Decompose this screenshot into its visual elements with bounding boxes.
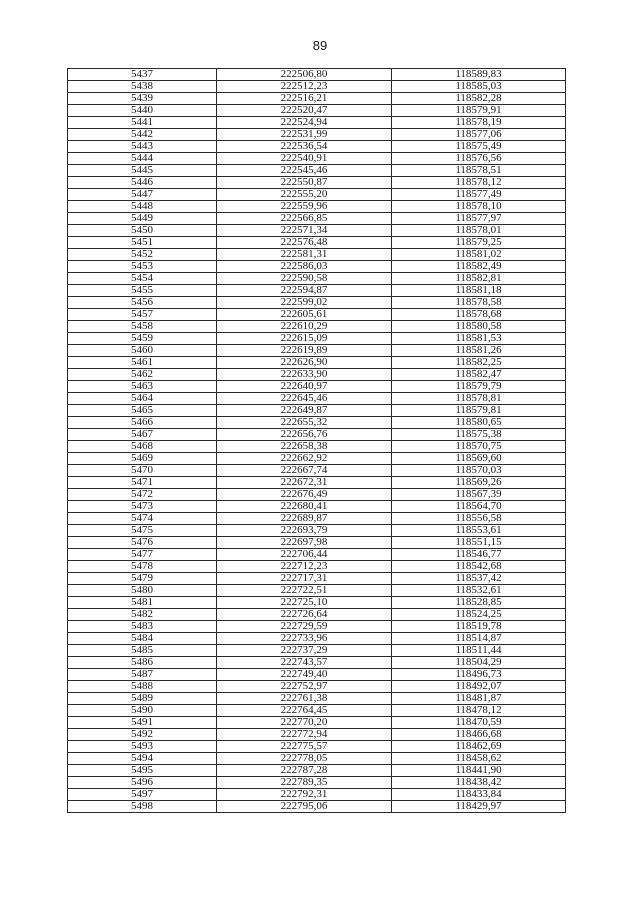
y-coordinate-cell: 118481,87: [392, 693, 566, 705]
table-row: [68, 153, 566, 165]
table-row: [68, 597, 566, 609]
point-number-cell: 5496: [68, 777, 217, 789]
table-row: [68, 129, 566, 141]
table-row: [68, 117, 566, 129]
x-coordinate-cell: 222550,87: [217, 177, 392, 189]
y-coordinate-cell: 118578,81: [392, 393, 566, 405]
y-coordinate-cell: 118581,53: [392, 333, 566, 345]
point-number-cell: 5446: [68, 177, 217, 189]
x-coordinate-cell: 222656,76: [217, 429, 392, 441]
y-coordinate-cell: 118567,39: [392, 489, 566, 501]
point-number-cell: 5474: [68, 513, 217, 525]
x-coordinate-cell: 222615,09: [217, 333, 392, 345]
table-row: [68, 369, 566, 381]
point-number-cell: 5476: [68, 537, 217, 549]
y-coordinate-cell: 118578,68: [392, 309, 566, 321]
point-number-cell: 5437: [68, 69, 217, 81]
x-coordinate-cell: 222658,38: [217, 441, 392, 453]
point-number-cell: 5488: [68, 681, 217, 693]
table-row: [68, 549, 566, 561]
table-row: [68, 309, 566, 321]
y-coordinate-cell: 118576,56: [392, 153, 566, 165]
y-coordinate-cell: 118514,87: [392, 633, 566, 645]
y-coordinate-cell: 118582,81: [392, 273, 566, 285]
point-number-cell: 5495: [68, 765, 217, 777]
point-number-cell: 5489: [68, 693, 217, 705]
x-coordinate-cell: 222764,45: [217, 705, 392, 717]
point-number-cell: 5463: [68, 381, 217, 393]
table-row: [68, 81, 566, 93]
y-coordinate-cell: 118504,29: [392, 657, 566, 669]
y-coordinate-cell: 118578,19: [392, 117, 566, 129]
table-row: [68, 729, 566, 741]
y-coordinate-cell: 118556,58: [392, 513, 566, 525]
point-number-cell: 5455: [68, 285, 217, 297]
x-coordinate-cell: 222689,87: [217, 513, 392, 525]
coordinates-table-body: [68, 69, 566, 813]
y-coordinate-cell: 118589,83: [392, 69, 566, 81]
point-number-cell: 5451: [68, 237, 217, 249]
y-coordinate-cell: 118438,42: [392, 777, 566, 789]
table-row: [68, 165, 566, 177]
point-number-cell: 5464: [68, 393, 217, 405]
table-row: [68, 501, 566, 513]
table-row: [68, 561, 566, 573]
point-number-cell: 5442: [68, 129, 217, 141]
x-coordinate-cell: 222626,90: [217, 357, 392, 369]
point-number-cell: 5443: [68, 141, 217, 153]
x-coordinate-cell: 222672,31: [217, 477, 392, 489]
table-row: [68, 393, 566, 405]
point-number-cell: 5447: [68, 189, 217, 201]
table-row: [68, 717, 566, 729]
y-coordinate-cell: 118462,69: [392, 741, 566, 753]
table-row: [68, 201, 566, 213]
point-number-cell: 5498: [68, 801, 217, 813]
x-coordinate-cell: 222536,54: [217, 141, 392, 153]
y-coordinate-cell: 118553,61: [392, 525, 566, 537]
table-row: [68, 669, 566, 681]
point-number-cell: 5466: [68, 417, 217, 429]
point-number-cell: 5494: [68, 753, 217, 765]
y-coordinate-cell: 118551,15: [392, 537, 566, 549]
table-row: [68, 357, 566, 369]
point-number-cell: 5486: [68, 657, 217, 669]
point-number-cell: 5448: [68, 201, 217, 213]
x-coordinate-cell: 222559,96: [217, 201, 392, 213]
x-coordinate-cell: 222761,38: [217, 693, 392, 705]
y-coordinate-cell: 118542,68: [392, 561, 566, 573]
y-coordinate-cell: 118511,44: [392, 645, 566, 657]
y-coordinate-cell: 118575,38: [392, 429, 566, 441]
y-coordinate-cell: 118470,59: [392, 717, 566, 729]
point-number-cell: 5458: [68, 321, 217, 333]
x-coordinate-cell: 222531,99: [217, 129, 392, 141]
table-row: [68, 429, 566, 441]
point-number-cell: 5479: [68, 573, 217, 585]
y-coordinate-cell: 118579,91: [392, 105, 566, 117]
table-row: [68, 93, 566, 105]
x-coordinate-cell: 222770,20: [217, 717, 392, 729]
table-row: [68, 273, 566, 285]
point-number-cell: 5478: [68, 561, 217, 573]
table-row: [68, 297, 566, 309]
x-coordinate-cell: 222566,85: [217, 213, 392, 225]
x-coordinate-cell: 222726,64: [217, 609, 392, 621]
point-number-cell: 5492: [68, 729, 217, 741]
point-number-cell: 5459: [68, 333, 217, 345]
x-coordinate-cell: 222706,44: [217, 549, 392, 561]
x-coordinate-cell: 222540,91: [217, 153, 392, 165]
x-coordinate-cell: 222610,29: [217, 321, 392, 333]
x-coordinate-cell: 222697,98: [217, 537, 392, 549]
point-number-cell: 5441: [68, 117, 217, 129]
table-row: [68, 237, 566, 249]
y-coordinate-cell: 118577,97: [392, 213, 566, 225]
point-number-cell: 5457: [68, 309, 217, 321]
y-coordinate-cell: 118478,12: [392, 705, 566, 717]
table-row: [68, 417, 566, 429]
x-coordinate-cell: 222737,29: [217, 645, 392, 657]
point-number-cell: 5450: [68, 225, 217, 237]
point-number-cell: 5462: [68, 369, 217, 381]
table-row: [68, 681, 566, 693]
table-row: [68, 777, 566, 789]
point-number-cell: 5453: [68, 261, 217, 273]
y-coordinate-cell: 118519,78: [392, 621, 566, 633]
x-coordinate-cell: 222729,59: [217, 621, 392, 633]
x-coordinate-cell: 222792,31: [217, 789, 392, 801]
x-coordinate-cell: 222743,57: [217, 657, 392, 669]
point-number-cell: 5487: [68, 669, 217, 681]
table-row: [68, 585, 566, 597]
x-coordinate-cell: 222555,20: [217, 189, 392, 201]
table-row: [68, 801, 566, 813]
point-number-cell: 5473: [68, 501, 217, 513]
table-row: [68, 105, 566, 117]
table-row: [68, 573, 566, 585]
x-coordinate-cell: 222752,97: [217, 681, 392, 693]
table-row: [68, 489, 566, 501]
point-number-cell: 5477: [68, 549, 217, 561]
x-coordinate-cell: 222680,41: [217, 501, 392, 513]
point-number-cell: 5497: [68, 789, 217, 801]
y-coordinate-cell: 118433,84: [392, 789, 566, 801]
point-number-cell: 5460: [68, 345, 217, 357]
x-coordinate-cell: 222633,90: [217, 369, 392, 381]
y-coordinate-cell: 118441,90: [392, 765, 566, 777]
y-coordinate-cell: 118575,49: [392, 141, 566, 153]
x-coordinate-cell: 222662,92: [217, 453, 392, 465]
point-number-cell: 5471: [68, 477, 217, 489]
x-coordinate-cell: 222717,31: [217, 573, 392, 585]
y-coordinate-cell: 118564,70: [392, 501, 566, 513]
point-number-cell: 5493: [68, 741, 217, 753]
table-row: [68, 381, 566, 393]
y-coordinate-cell: 118577,49: [392, 189, 566, 201]
y-coordinate-cell: 118546,77: [392, 549, 566, 561]
table-row: [68, 741, 566, 753]
table-row: [68, 261, 566, 273]
x-coordinate-cell: 222619,89: [217, 345, 392, 357]
coordinates-table: [67, 68, 566, 813]
x-coordinate-cell: 222599,02: [217, 297, 392, 309]
x-coordinate-cell: 222749,40: [217, 669, 392, 681]
x-coordinate-cell: 222640,97: [217, 381, 392, 393]
point-number-cell: 5475: [68, 525, 217, 537]
page-number: 89: [312, 38, 328, 53]
x-coordinate-cell: 222571,34: [217, 225, 392, 237]
y-coordinate-cell: 118579,81: [392, 405, 566, 417]
x-coordinate-cell: 222520,47: [217, 105, 392, 117]
table-row: [68, 477, 566, 489]
point-number-cell: 5445: [68, 165, 217, 177]
point-number-cell: 5456: [68, 297, 217, 309]
table-row: [68, 453, 566, 465]
point-number-cell: 5491: [68, 717, 217, 729]
point-number-cell: 5469: [68, 453, 217, 465]
x-coordinate-cell: 222594,87: [217, 285, 392, 297]
table-row: [68, 513, 566, 525]
x-coordinate-cell: 222545,46: [217, 165, 392, 177]
x-coordinate-cell: 222605,61: [217, 309, 392, 321]
y-coordinate-cell: 118528,85: [392, 597, 566, 609]
point-number-cell: 5461: [68, 357, 217, 369]
table-row: [68, 69, 566, 81]
table-row: [68, 213, 566, 225]
x-coordinate-cell: 222775,57: [217, 741, 392, 753]
y-coordinate-cell: 118577,06: [392, 129, 566, 141]
table-row: [68, 693, 566, 705]
table-row: [68, 177, 566, 189]
y-coordinate-cell: 118524,25: [392, 609, 566, 621]
y-coordinate-cell: 118581,18: [392, 285, 566, 297]
y-coordinate-cell: 118580,58: [392, 321, 566, 333]
x-coordinate-cell: 222795,06: [217, 801, 392, 813]
x-coordinate-cell: 222512,23: [217, 81, 392, 93]
y-coordinate-cell: 118458,62: [392, 753, 566, 765]
y-coordinate-cell: 118569,60: [392, 453, 566, 465]
point-number-cell: 5467: [68, 429, 217, 441]
point-number-cell: 5490: [68, 705, 217, 717]
x-coordinate-cell: 222712,23: [217, 561, 392, 573]
y-coordinate-cell: 118582,49: [392, 261, 566, 273]
table-row: [68, 633, 566, 645]
point-number-cell: 5438: [68, 81, 217, 93]
y-coordinate-cell: 118429,97: [392, 801, 566, 813]
table-row: [68, 609, 566, 621]
point-number-cell: 5483: [68, 621, 217, 633]
y-coordinate-cell: 118570,75: [392, 441, 566, 453]
x-coordinate-cell: 222772,94: [217, 729, 392, 741]
y-coordinate-cell: 118578,58: [392, 297, 566, 309]
table-row: [68, 705, 566, 717]
x-coordinate-cell: 222524,94: [217, 117, 392, 129]
x-coordinate-cell: 222516,21: [217, 93, 392, 105]
point-number-cell: 5485: [68, 645, 217, 657]
table-row: [68, 321, 566, 333]
x-coordinate-cell: 222725,10: [217, 597, 392, 609]
x-coordinate-cell: 222676,49: [217, 489, 392, 501]
y-coordinate-cell: 118496,73: [392, 669, 566, 681]
point-number-cell: 5452: [68, 249, 217, 261]
x-coordinate-cell: 222778,05: [217, 753, 392, 765]
x-coordinate-cell: 222733,96: [217, 633, 392, 645]
y-coordinate-cell: 118570,03: [392, 465, 566, 477]
point-number-cell: 5482: [68, 609, 217, 621]
point-number-cell: 5470: [68, 465, 217, 477]
y-coordinate-cell: 118579,79: [392, 381, 566, 393]
point-number-cell: 5480: [68, 585, 217, 597]
x-coordinate-cell: 222649,87: [217, 405, 392, 417]
table-row: [68, 249, 566, 261]
y-coordinate-cell: 118492,07: [392, 681, 566, 693]
table-row: [68, 789, 566, 801]
table-row: [68, 753, 566, 765]
x-coordinate-cell: 222787,28: [217, 765, 392, 777]
table-row: [68, 621, 566, 633]
x-coordinate-cell: 222506,80: [217, 69, 392, 81]
table-row: [68, 441, 566, 453]
y-coordinate-cell: 118581,26: [392, 345, 566, 357]
table-row: [68, 525, 566, 537]
point-number-cell: 5449: [68, 213, 217, 225]
table-row: [68, 225, 566, 237]
point-number-cell: 5481: [68, 597, 217, 609]
table-row: [68, 333, 566, 345]
table-row: [68, 657, 566, 669]
table-row: [68, 465, 566, 477]
y-coordinate-cell: 118532,61: [392, 585, 566, 597]
y-coordinate-cell: 118582,28: [392, 93, 566, 105]
point-number-cell: 5454: [68, 273, 217, 285]
table-row: [68, 405, 566, 417]
y-coordinate-cell: 118579,25: [392, 237, 566, 249]
table-row: [68, 141, 566, 153]
x-coordinate-cell: 222789,35: [217, 777, 392, 789]
table-row: [68, 345, 566, 357]
y-coordinate-cell: 118580,65: [392, 417, 566, 429]
y-coordinate-cell: 118581,02: [392, 249, 566, 261]
y-coordinate-cell: 118537,42: [392, 573, 566, 585]
x-coordinate-cell: 222586,03: [217, 261, 392, 273]
x-coordinate-cell: 222581,31: [217, 249, 392, 261]
y-coordinate-cell: 118578,12: [392, 177, 566, 189]
x-coordinate-cell: 222576,48: [217, 237, 392, 249]
table-row: [68, 537, 566, 549]
table-row: [68, 645, 566, 657]
table-row: [68, 285, 566, 297]
point-number-cell: 5439: [68, 93, 217, 105]
x-coordinate-cell: 222667,74: [217, 465, 392, 477]
x-coordinate-cell: 222590,58: [217, 273, 392, 285]
point-number-cell: 5484: [68, 633, 217, 645]
y-coordinate-cell: 118578,10: [392, 201, 566, 213]
x-coordinate-cell: 222645,46: [217, 393, 392, 405]
x-coordinate-cell: 222722,51: [217, 585, 392, 597]
y-coordinate-cell: 118466,68: [392, 729, 566, 741]
y-coordinate-cell: 118578,01: [392, 225, 566, 237]
y-coordinate-cell: 118582,47: [392, 369, 566, 381]
y-coordinate-cell: 118582,25: [392, 357, 566, 369]
point-number-cell: 5472: [68, 489, 217, 501]
x-coordinate-cell: 222693,79: [217, 525, 392, 537]
table-row: [68, 765, 566, 777]
y-coordinate-cell: 118578,51: [392, 165, 566, 177]
y-coordinate-cell: 118569,26: [392, 477, 566, 489]
x-coordinate-cell: 222655,32: [217, 417, 392, 429]
point-number-cell: 5465: [68, 405, 217, 417]
point-number-cell: 5440: [68, 105, 217, 117]
point-number-cell: 5444: [68, 153, 217, 165]
point-number-cell: 5468: [68, 441, 217, 453]
y-coordinate-cell: 118585,03: [392, 81, 566, 93]
table-row: [68, 189, 566, 201]
